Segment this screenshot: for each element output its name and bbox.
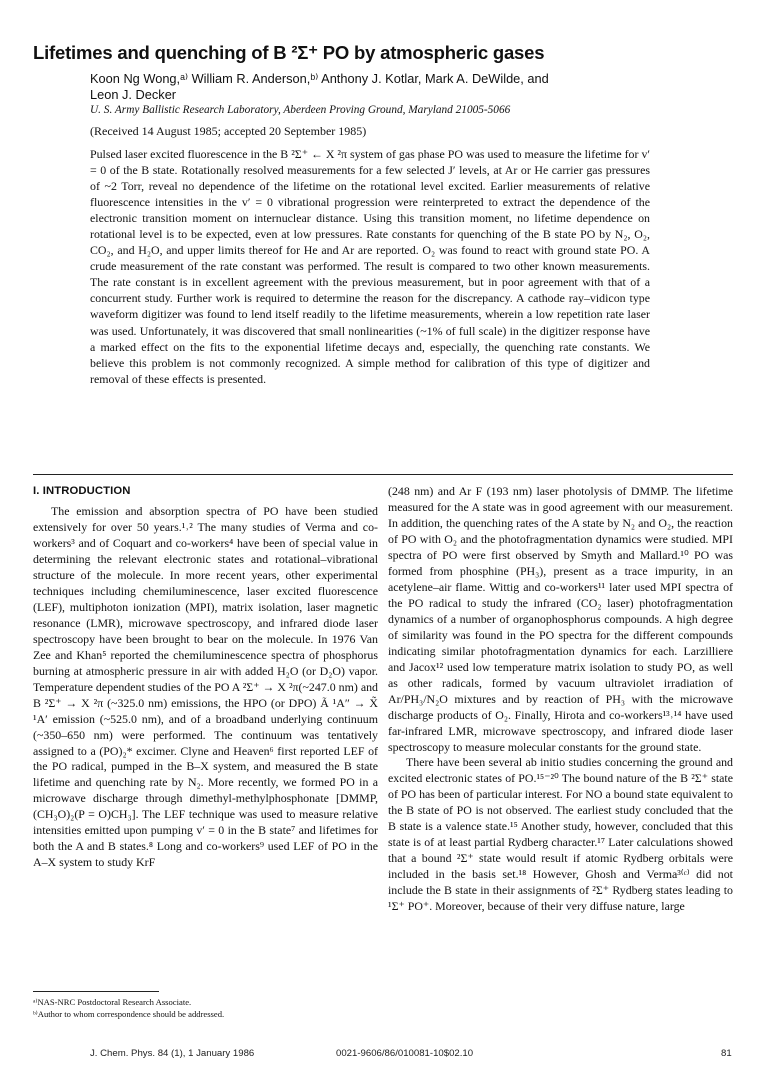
right-column	[388, 484, 733, 915]
received-dates: (Received 14 August 1985; accepted 20 September 1985)	[90, 124, 367, 138]
author-list: Koon Ng Wong,ᵃ⁾ William R. Anderson,ᵇ⁾ Anthony J. Kotlar, Mark A. DeWilde, and Leon J. Decker	[90, 71, 549, 102]
footnote-b: ᵇ⁾Author to whom correspondence should be addressed.	[33, 1009, 225, 1019]
left-column	[33, 484, 378, 871]
footnote-a: ᵃ⁾NAS-NRC Postdoctoral Research Associate.	[33, 997, 192, 1007]
footer-code: 0021-9606/86/010081-10$02.10	[336, 1048, 474, 1059]
intro-paragraph-1-continued: (248 nm) and Ar F (193 nm) laser photolysis of DMMP. The lifetime measured for the A state was in good agreement with our measurement. In addition, the quenching rates of the A state by N₂ and O₂, the reaction of PO with O₂ and the photofragmentation dynamics were studied. MPI spectra of PO were first observed by Smyth and Mallard.¹⁰ PO was formed from phosphine (PH₃), present as a trace impurity, in an acetylene–air flame. Wittig and co-workers¹¹ later used MPI spectra of the PO radical to study the infrared (CO₂ laser) photofragmentation dynamics of a number of organophosphorus compounds. A high degree of similarity was found in the PO spectra for the different compounds indicating similar photofragmentation dynamics for each. Larzilliere and Jacox¹² used low temperature matrix isolation to study PO, as well as other radicals, formed by vacuum ultraviolet irradiation of Ar/PH₃/N₂O mixtures and by reaction of PH₃ with the microwave discharge products of O₂. Finally, Hirota and co-workers¹³˒¹⁴ have used far-infrared LMR, microwave spectroscopy, and infrared diode laser spectroscopy to measure molecular constants for the ground state.	[388, 484, 733, 754]
affiliation: U. S. Army Ballistic Research Laboratory, Aberdeen Proving Ground, Maryland 21005-5066	[90, 104, 511, 116]
footnote-divider	[33, 991, 159, 992]
footnotes	[33, 996, 353, 1020]
section-heading: I. INTRODUCTION	[33, 485, 131, 497]
intro-paragraph-1: The emission and absorption spectra of PO have been studied extensively for over 50 years.¹˒² The many studies of Verma and co-workers³ and of Coquart and co-workers⁴ have been of special value in determining the relevant electronic states and rotational–vibrational structure of the molecule. In more recent years, other experimental techniques including chemiluminescence, laser excited fluorescence (LEF), multiphoton ionization (MPI), matrix isolation, laser magnetic resonance (LMR), microwave spectroscopy, and infrared diode laser spectroscopy have been brought to bear on the molecule. In 1976 Van Zee and Khan⁵ reported the chemiluminescence spectra of phosphorus burning at atmospheric pressure in air with added H₂O (or D₂O) vapor. Temperature dependent studies of the PO A ²Σ⁺ → X ²π(~247.0 nm) and B ²Σ⁺ → X ²π (~325.0 nm) emissions, the HPO (or DPO) Ã ¹A″ → X̃ ¹A′ emission (~525.0 nm), and of a broadband underlying continuum (~350–650 nm) were performed. The continuum was tentatively assigned to a (PO)₂* excimer. Clyne and Heaven⁶ first reported LEF of the PO radical, pumped in the B–X system, and measured the B state lifetime and quenching rate by N₂. More recently, we formed PO in a microwave discharge through dimethyl-methylphosphonate [DMMP, (CH₃O)₂(P = O)CH₃]. The LEF technique was used to measure relative intensities emitted upon pumping v′ = 0 in the B state⁷ and lifetimes for both the A and B states.⁸ Long and co-workers⁹ used LEF of PO in the A–X system to study KrF	[33, 503, 378, 870]
article-title: Lifetimes and quenching of B ²Σ⁺ PO by atmospheric gases	[33, 42, 545, 63]
section-divider	[33, 474, 733, 475]
page-number: 81	[721, 1048, 732, 1059]
abstract: Pulsed laser excited fluorescence in the B ²Σ⁺ ← X ²π system of gas phase PO was used to measure the lifetime for v′ = 0 of the B state. Rotationally resolved measurements for a few selected J′ levels, at Ar or He carrier gas pressures of ~2 Torr, reveal no dependence of the lifetime on the rotational level excited. Earlier measurements of relative fluorescence intensities in the v′ = 0 vibrational progression were reinterpreted to extract the dependence of the electronic transition moment on internuclear distance. Using this transition moment, no lifetime dependence on rotational level is to be expected, even at low pressures. Rate constants for quenching of the B state PO by N₂, O₂, CO₂, and H₂O, and upper limits thereof for He and Ar are reported. O₂ was found to react with ground state PO. A crude measurement of the rate constant was performed. The result is compared to two other known measurements. The rate constant is in excellent agreement with the previous measurement, but in poor agreement with that of a concurrent study. Further work is required to determine the reason for the discrepancy. A cathode ray–vidicon type waveform digitizer was found to lend itself readily to the lifetime measurements, wherein a low repetition rate laser was used. Unfortunately, it was discovered that small nonlinearities (~1% of full scale) in the digitizer response have a marked effect on the fits to the exponential lifetime decays and, especially, the quenching rate constants. We believe this problem is not commonly recognized. A simple method for calibration of this type of digitizer and removal of these effects is presented.	[90, 147, 650, 386]
footer-journal: J. Chem. Phys. 84 (1), 1 January 1986	[90, 1048, 255, 1059]
intro-paragraph-2: There have been several ab initio studies concerning the ground and excited electronic states of PO.¹⁵⁻²⁰ The bound nature of the B ²Σ⁺ state of PO has been of particular interest. For NO a bound state equivalent to the B state of PO is not observed. The earliest study concluded that the B state is a valence state.¹⁵ Another study, however, concluded that this state is of at least partial Rydberg character.¹⁷ Later calculations showed that a bound ²Σ⁺ state would result if atomic Rydberg orbitals were included in the basis set.¹⁸ However, Ghosh and Verma³⁽ᶜ⁾ did not include the B state in their assignments of ²Σ⁺ Rydberg states leading to ¹Σ⁺ PO⁺. Moreover, because of their very diffuse nature, large	[388, 755, 733, 914]
